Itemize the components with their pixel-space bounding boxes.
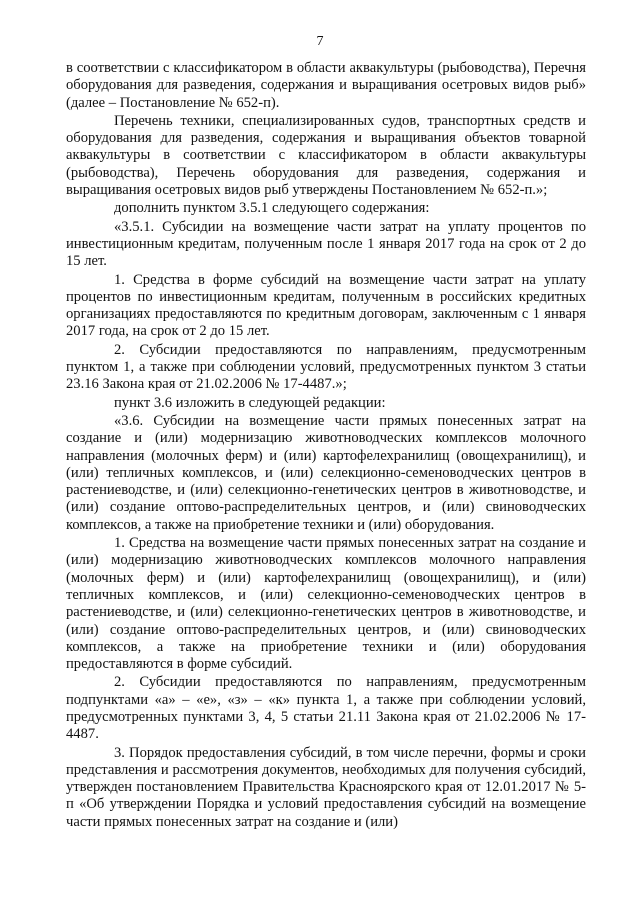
paragraph: пункт 3.6 изложить в следующей редакции: bbox=[114, 394, 386, 411]
page-number: 7 bbox=[316, 34, 324, 49]
paragraph: 1. Средства на возмещение части прямых понесенных затрат на создание и (или) модернизацию животноводческих комплексов молочного направления (молочных ферм) и (или) картофелехранилищ (овощехранилищ), и (или) тепличных комплексов, и (или) селекционно-семеноводческих центров в растениеводстве, и (или) селекционно-генетических центров в животноводстве, и (или) создание оптово-распределительных центров, и (или) свиноводческих комплексов, а также на приобретение техники и (или) оборудования предоставляются в форме субсидий. bbox=[66, 535, 586, 673]
paragraph: «3.6. Субсидии на возмещение части прямых понесенных затрат на создание и (или) модернизацию животноводческих комплексов молочного направления (молочных ферм) и (или) картофелехранилищ (овощехранилищ), и (или) тепличных комплексов, и (или) селекционно-семеноводческих центров в растениеводстве, и (или) селекционно-генетических центров в животноводстве, и (или) создание оптово-распределительных центров, и (или) свиноводческих комплексов, а также на приобретение техники и (или) оборудования. bbox=[66, 412, 586, 533]
paragraph: 1. Средства в форме субсидий на возмещение части затрат на уплату процентов по инвестиционным кредитам, полученным в российских кредитных организациях предоставляются по кредитным договорам, заключенным с 1 января 2017 года, на срок от 2 до 15 лет. bbox=[66, 271, 586, 340]
paragraph: дополнить пунктом 3.5.1 следующего содержания: bbox=[114, 200, 430, 217]
document-body bbox=[66, 60, 586, 832]
paragraph: «3.5.1. Субсидии на возмещение части затрат на уплату процентов по инвестиционным кредитам, полученным после 1 января 2017 года на срок от 2 до 15 лет. bbox=[66, 218, 586, 270]
paragraph: Перечень техники, специализированных судов, транспортных средств и оборудования для разведения, содержания и выращивания объектов товарной аквакультуры в соответствии с классификатором в области аквакультуры (рыбоводства), Перечень оборудования для разведения, содержания и выращивания осетровых видов рыб утверждены Постановлением № 652-п.»; bbox=[66, 112, 586, 199]
paragraph: 2. Субсидии предоставляются по направлениям, предусмотренным подпунктами «а» – «е», «з» – «к» пункта 1, а также при соблюдении условий, предусмотренных пунктами 3, 4, 5 статьи 21.11 Закона края от 21.02.2006 № 17-4487. bbox=[66, 674, 586, 743]
paragraph: 3. Порядок предоставления субсидий, в том числе перечни, формы и сроки представления и рассмотрения документов, необходимых для получения субсидий, утвержден постановлением Правительства Красноярского края от 12.01.2017 № 5-п «Об утверждении Порядка и условий предоставления субсидий на возмещение части прямых понесенных затрат на создание и (или) bbox=[66, 744, 586, 830]
paragraph: в соответствии с классификатором в области аквакультуры (рыбоводства), Перечня оборудования для разведения, содержания и выращивания осетровых видов рыб» (далее – Постановление № 652-п). bbox=[66, 60, 586, 111]
paragraph: 2. Субсидии предоставляются по направлениям, предусмотренным пунктом 1, а также при соблюдении условий, предусмотренных пунктом 3 статьи 23.16 Закона края от 21.02.2006 № 17-4487.»; bbox=[66, 341, 586, 393]
